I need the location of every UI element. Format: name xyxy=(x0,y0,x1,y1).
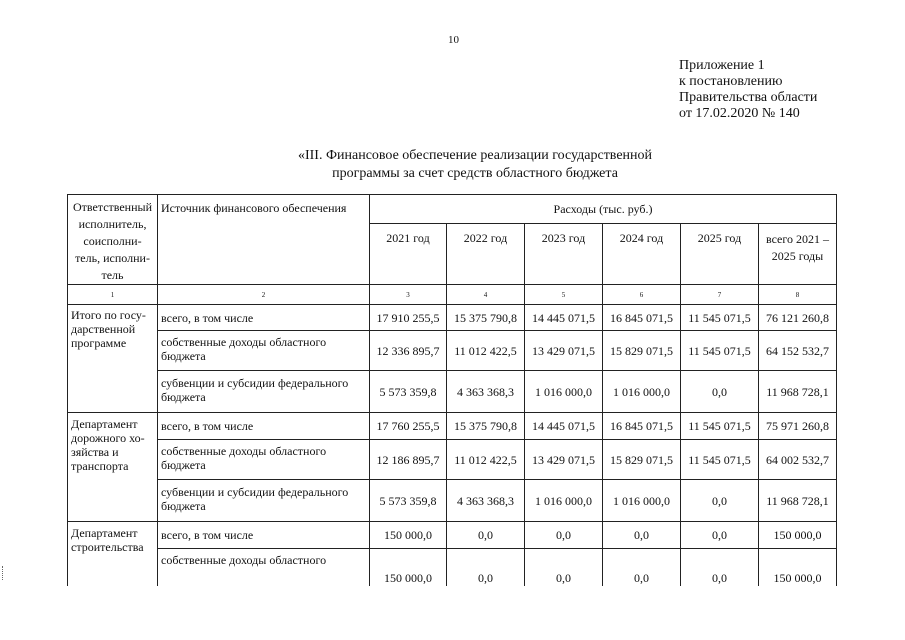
column-index: 4 xyxy=(447,285,525,305)
value-cell: 150 000,0 xyxy=(759,522,837,549)
value-cell: 14 445 071,5 xyxy=(525,413,603,440)
column-index: 3 xyxy=(370,285,447,305)
value-cell: 16 845 071,5 xyxy=(603,305,681,331)
value-cell: 11 012 422,5 xyxy=(447,331,525,371)
scan-margin-mark xyxy=(2,566,6,580)
appendix-line-2: к постановлению xyxy=(679,74,783,89)
value-cell: 0,0 xyxy=(681,549,759,587)
column-index: 2 xyxy=(158,285,370,305)
value-cell: 12 186 895,7 xyxy=(370,440,447,480)
column-index: 8 xyxy=(759,285,837,305)
value-cell: 0,0 xyxy=(681,480,759,522)
value-cell: 5 573 359,8 xyxy=(370,371,447,413)
table-row xyxy=(68,305,837,331)
source-cell: субвенции и субсидии федерального бюджета xyxy=(158,371,370,413)
source-cell: собственные доходы областного бюджета xyxy=(158,331,370,371)
value-cell: 11 545 071,5 xyxy=(681,331,759,371)
document-title xyxy=(240,147,710,183)
appendix-line-3: Правительства области xyxy=(679,90,818,105)
value-cell: 17 910 255,5 xyxy=(370,305,447,331)
value-cell: 15 829 071,5 xyxy=(603,331,681,371)
value-cell: 11 968 728,1 xyxy=(759,480,837,522)
source-cell: всего, в том числе xyxy=(158,522,370,549)
value-cell: 0,0 xyxy=(603,522,681,549)
value-cell: 11 012 422,5 xyxy=(447,440,525,480)
table-row xyxy=(68,522,837,549)
finance-table-container xyxy=(67,194,837,586)
table-row xyxy=(68,371,837,413)
value-cell: 0,0 xyxy=(447,522,525,549)
page-number: 10 xyxy=(448,34,459,46)
value-cell: 0,0 xyxy=(681,371,759,413)
value-cell: 1 016 000,0 xyxy=(525,480,603,522)
value-cell: 0,0 xyxy=(447,549,525,587)
value-cell: 76 121 260,8 xyxy=(759,305,837,331)
executor-cell: Департамент дорожного хо-зяйства и транспорта xyxy=(68,413,158,522)
source-cell: всего, в том числе xyxy=(158,305,370,331)
table-row xyxy=(68,413,837,440)
header-total: всего 2021 – 2025 годы xyxy=(759,223,837,284)
value-cell: 150 000,0 xyxy=(759,549,837,587)
value-cell: 1 016 000,0 xyxy=(525,371,603,413)
value-cell: 17 760 255,5 xyxy=(370,413,447,440)
value-cell: 11 968 728,1 xyxy=(759,371,837,413)
value-cell: 15 375 790,8 xyxy=(447,413,525,440)
value-cell: 11 545 071,5 xyxy=(681,440,759,480)
title-line-2: программы за счет средств областного бюджета xyxy=(332,166,618,181)
value-cell: 13 429 071,5 xyxy=(525,331,603,371)
table-row xyxy=(68,440,837,480)
value-cell: 16 845 071,5 xyxy=(603,413,681,440)
executor-cell: Департамент строительства xyxy=(68,522,158,587)
column-index: 1 xyxy=(68,285,158,305)
table-row xyxy=(68,331,837,371)
value-cell: 64 152 532,7 xyxy=(759,331,837,371)
value-cell: 1 016 000,0 xyxy=(603,371,681,413)
finance-table xyxy=(67,194,837,586)
value-cell: 75 971 260,8 xyxy=(759,413,837,440)
value-cell: 5 573 359,8 xyxy=(370,480,447,522)
value-cell: 15 375 790,8 xyxy=(447,305,525,331)
column-index: 6 xyxy=(603,285,681,305)
title-line-1: «III. Финансовое обеспечение реализации государственной xyxy=(297,148,653,163)
header-year-2023: 2023 год xyxy=(525,223,603,284)
header-year-2021: 2021 год xyxy=(370,223,447,284)
header-expenses: Расходы (тыс. руб.) xyxy=(370,195,837,224)
source-cell: всего, в том числе xyxy=(158,413,370,440)
value-cell: 0,0 xyxy=(525,549,603,587)
source-cell: субвенции и субсидии федерального бюджета xyxy=(158,480,370,522)
value-cell: 0,0 xyxy=(603,549,681,587)
appendix-line-4: от 17.02.2020 № 140 xyxy=(679,106,800,121)
source-cell: собственные доходы областного бюджета xyxy=(158,440,370,480)
value-cell: 11 545 071,5 xyxy=(681,413,759,440)
header-executor: Ответственный исполнитель, соисполни-тель, исполни-тель xyxy=(68,195,158,285)
value-cell: 11 545 071,5 xyxy=(681,305,759,331)
value-cell: 150 000,0 xyxy=(370,549,447,587)
header-year-2022: 2022 год xyxy=(447,223,525,284)
header-source: Источник финансового обеспечения xyxy=(158,195,370,285)
value-cell: 0,0 xyxy=(681,522,759,549)
value-cell: 64 002 532,7 xyxy=(759,440,837,480)
appendix-line-1: Приложение 1 xyxy=(679,58,765,73)
column-index: 7 xyxy=(681,285,759,305)
header-year-2025: 2025 год xyxy=(681,223,759,284)
table-row xyxy=(68,480,837,522)
appendix-block xyxy=(679,58,817,122)
value-cell: 150 000,0 xyxy=(370,522,447,549)
executor-cell: Итого по госу-дарственной программе xyxy=(68,305,158,413)
value-cell: 13 429 071,5 xyxy=(525,440,603,480)
table-row xyxy=(68,549,837,587)
source-cell: собственные доходы областного xyxy=(158,549,370,587)
value-cell: 0,0 xyxy=(525,522,603,549)
value-cell: 15 829 071,5 xyxy=(603,440,681,480)
value-cell: 4 363 368,3 xyxy=(447,371,525,413)
value-cell: 4 363 368,3 xyxy=(447,480,525,522)
header-year-2024: 2024 год xyxy=(603,223,681,284)
value-cell: 1 016 000,0 xyxy=(603,480,681,522)
column-index: 5 xyxy=(525,285,603,305)
value-cell: 14 445 071,5 xyxy=(525,305,603,331)
value-cell: 12 336 895,7 xyxy=(370,331,447,371)
